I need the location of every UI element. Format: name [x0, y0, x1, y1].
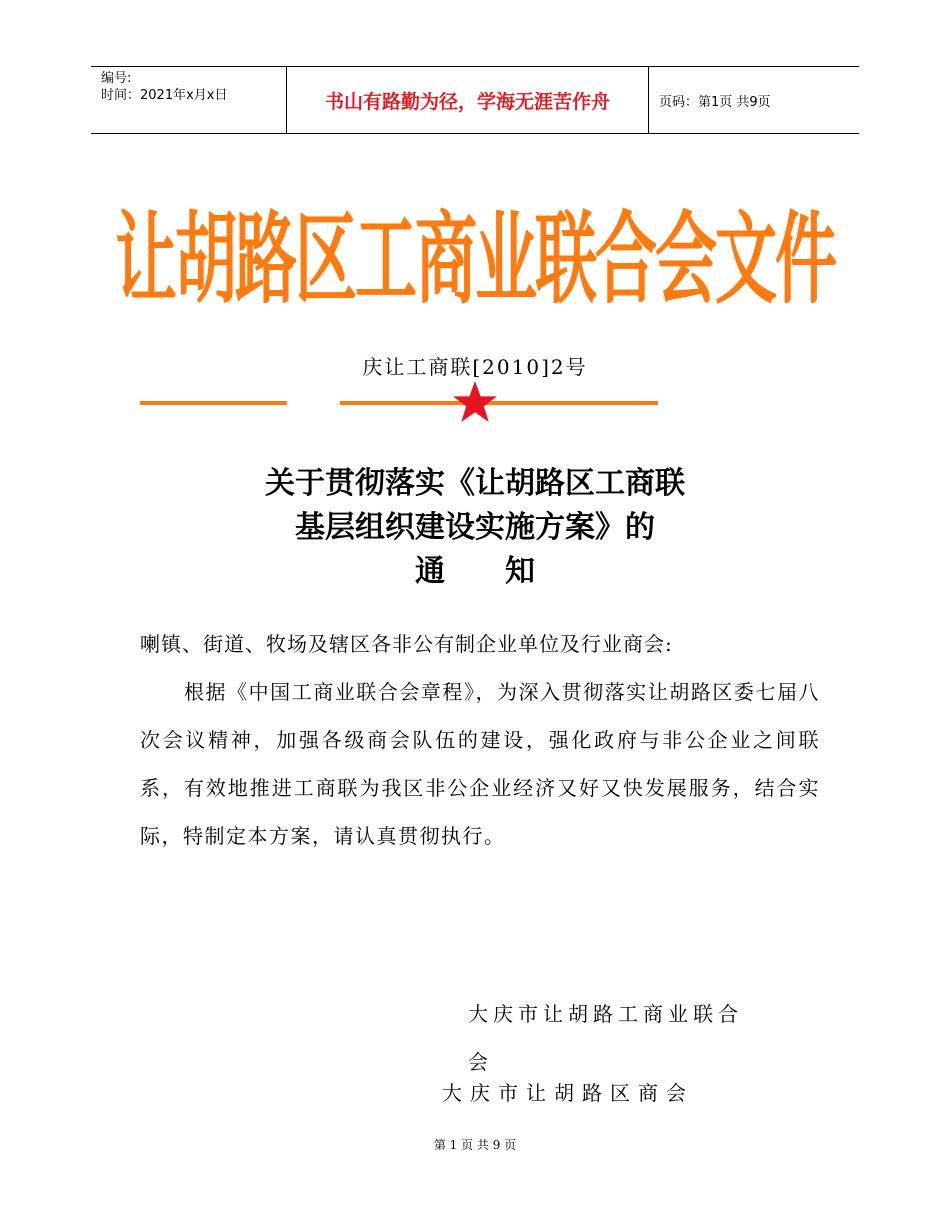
header-table [91, 66, 859, 134]
document-title: 让胡路区工商业联合会文件 [114, 200, 835, 318]
notice-title-line: 基层组织建设实施方案》的 [295, 510, 655, 545]
addressee: 喇镇、街道、牧场及辖区各非公有制企业单位及行业商会: [140, 632, 673, 656]
page-footer: 第 1 页 共 9 页 [433, 1138, 517, 1152]
body-paragraph: 根据《中国工商业联合会章程》，为深入贯彻落实让胡路区委七届八次会议精神，加强各级商会队伍的建设，强化政府与非公企业之间联系，有效地推进工商联为我区非公企业经济又好又快发展服务，结合实际，特制定本方案，请认真贯彻执行。 [140, 680, 820, 848]
star-icon [452, 380, 498, 424]
signature-federation: 大庆市让胡路工商业联合会 [468, 1002, 743, 1074]
document-number: 庆让工商联[2010]2号 [362, 355, 588, 379]
header-page-info: 页码：第1页 共9页 [659, 94, 771, 110]
serial-label: 编号: [101, 71, 132, 86]
notice-title [0, 462, 950, 594]
red-rule-right [340, 401, 658, 405]
date-label: 时间：2021年x月x日 [101, 88, 228, 103]
notice-title-line: 关于贯彻落实《让胡路区工商联 [265, 466, 685, 501]
header-meta-cell [91, 67, 287, 133]
red-rule-left [140, 401, 287, 405]
signature-chamber: 大庆市让胡路区商会 [442, 1081, 694, 1105]
notice-title-line: 通 知 [415, 554, 535, 589]
header-motto: 书山有路勤为径，学海无涯苦作舟 [287, 67, 649, 133]
